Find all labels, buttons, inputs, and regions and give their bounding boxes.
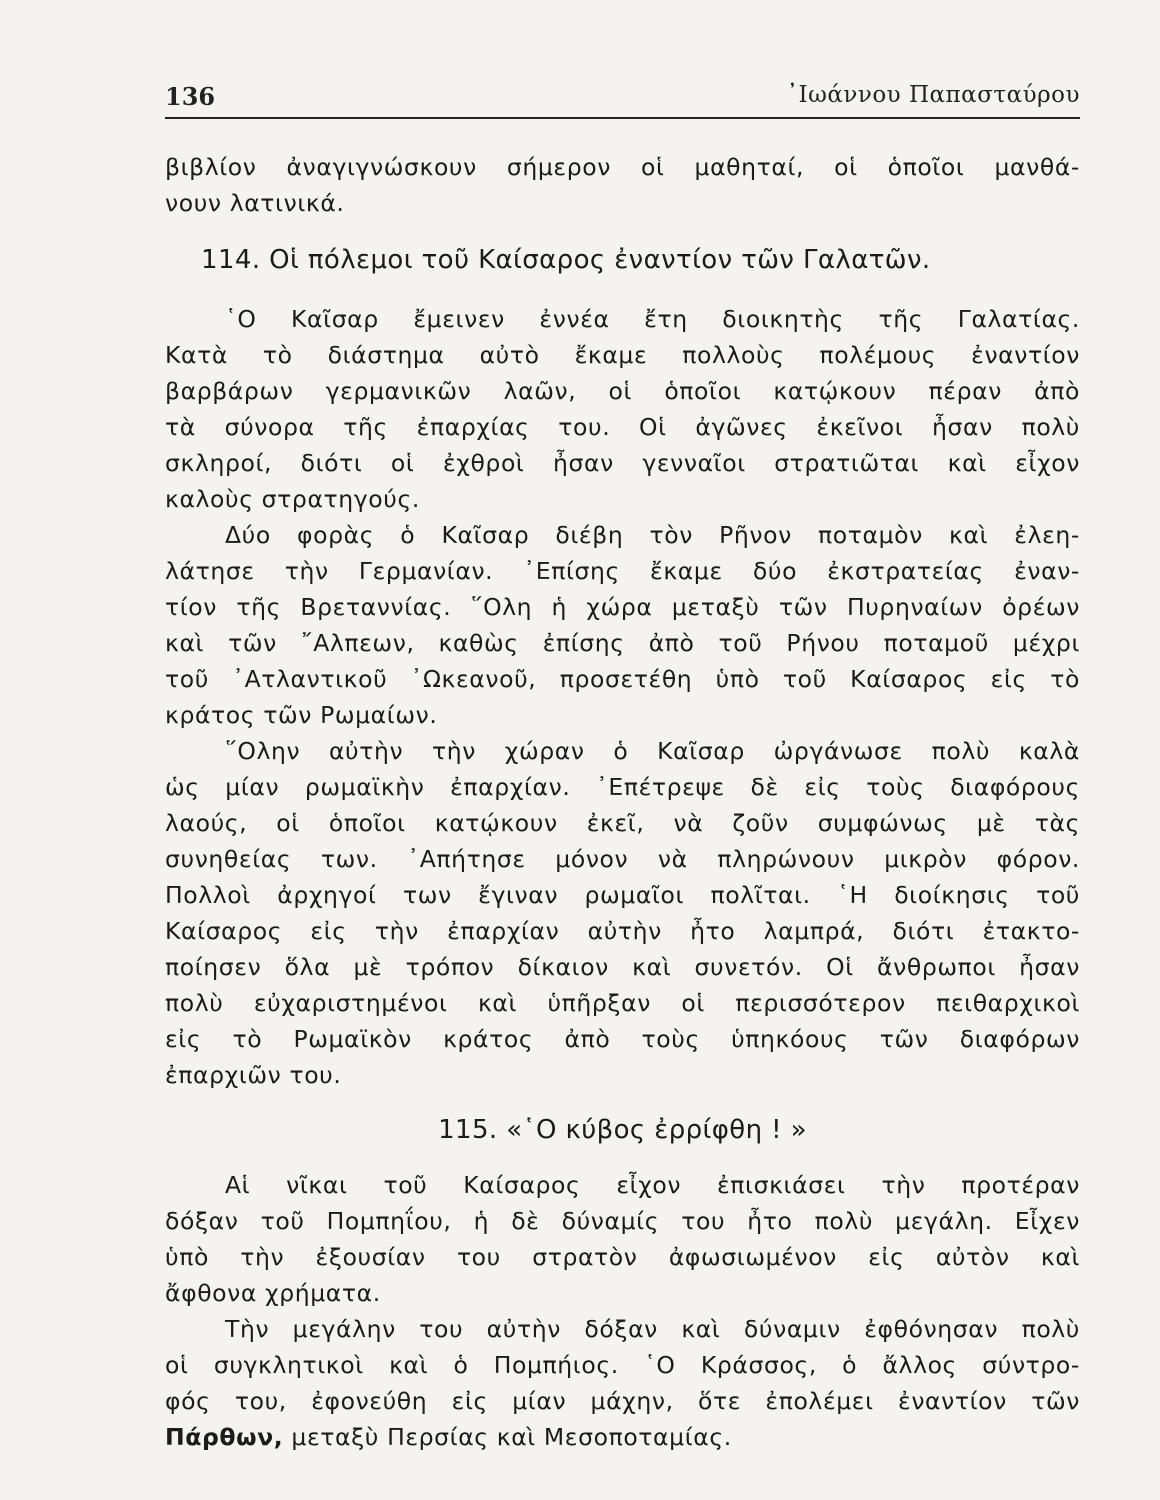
- text-line: βιβλίον ἀναγιγνώσκουν σήμερον οἱ μαθηταί, οἱ ὁποῖοι μανθά-: [165, 153, 1080, 181]
- text-line: βαρβάρων γερμανικῶν λαῶν, οἱ ὁποῖοι κατῴκουν πέραν ἀπὸ: [165, 377, 1080, 405]
- text-line: τὰ σύνορα τῆς ἐπαρχίας του. Οἱ ἀγῶνες ἐκεῖνοι ἦσαν πολὺ: [165, 413, 1080, 441]
- text-line: Καίσαρος εἰς τὴν ἐπαρχίαν αὐτὴν ἦτο λαμπρά, διότι ἐτακτο-: [165, 917, 1080, 945]
- text-line: Δύο φορὰς ὁ Καῖσαρ διέβη τὸν Ρῆνον ποταμὸν καὶ ἐλεη-: [225, 521, 1080, 549]
- text-line: καλοὺς στρατηγούς.: [165, 485, 420, 513]
- line-rest: μεταξὺ Περσίας καὶ Μεσοποταμίας.: [283, 1423, 732, 1451]
- text-line: νουν λατινικά.: [165, 189, 345, 217]
- running-author: ᾿Ιωάννου Παπασταύρου: [786, 82, 1080, 108]
- text-line: ἄφθονα χρήματα.: [165, 1279, 381, 1307]
- text-line: σκληροί, διότι οἱ ἐχθροὶ ἦσαν γενναῖοι στρατιῶται καὶ εἶχον: [165, 449, 1080, 477]
- text-line: ῞Ολην αὐτὴν τὴν χώραν ὁ Καῖσαρ ὠργάνωσε πολὺ καλὰ: [225, 737, 1080, 765]
- text-line: καὶ τῶν ῎Αλπεων, καθὼς ἐπίσης ἀπὸ τοῦ Ρήνου ποταμοῦ μέχρι: [165, 629, 1080, 657]
- text-line: λαούς, οἱ ὁποῖοι κατῴκουν ἐκεῖ, νὰ ζοῦν συμφώνως μὲ τὰς: [165, 809, 1080, 837]
- running-header: [165, 82, 1080, 114]
- text-line: ὡς μίαν ρωμαϊκὴν ἐπαρχίαν. ᾿Επέτρεψε δὲ εἰς τοὺς διαφόρους: [165, 773, 1080, 801]
- text-line: Τὴν μεγάλην του αὐτὴν δόξαν καὶ δύναμιν ἐφθόνησαν πολὺ: [225, 1315, 1080, 1343]
- text-line: τίον τῆς Βρεταννίας. ῞Ολη ἡ χώρα μεταξὺ τῶν Πυρηναίων ὀρέων: [165, 593, 1080, 621]
- text-line: ποίησεν ὅλα μὲ τρόπον δίκαιον καὶ συνετόν. Οἱ ἄνθρωποι ἦσαν: [165, 953, 1080, 981]
- text-line: [165, 1420, 1080, 1454]
- text-line: ῾Ο Καῖσαρ ἔμεινεν ἐννέα ἔτη διοικητὴς τῆς Γαλατίας.: [225, 305, 1080, 333]
- text-line: πολὺ εὐχαριστημένοι καὶ ὑπῆρξαν οἱ περισσότερον πειθαρχικοὶ: [165, 989, 1080, 1017]
- text-line: κράτος τῶν Ρωμαίων.: [165, 701, 438, 729]
- header-rule: [165, 117, 1080, 119]
- text-line: εἰς τὸ Ρωμαϊκὸν κράτος ἀπὸ τοὺς ὑπηκόους τῶν διαφόρων: [165, 1025, 1080, 1053]
- section-heading-115: 115. «῾Ο κύβος ἐρρίφθη ! »: [438, 1115, 807, 1145]
- text-line: λάτησε τὴν Γερμανίαν. ᾿Επίσης ἔκαμε δύο ἐκστρατείας ἐναν-: [165, 557, 1080, 585]
- text-line: συνηθείας των. ᾿Απήτησε μόνον νὰ πληρώνουν μικρὸν φόρον.: [165, 845, 1080, 873]
- bold-word: Πάρθων,: [165, 1423, 284, 1451]
- text-line: δόξαν τοῦ Πομπηΐου, ἡ δὲ δύναμίς του ἦτο πολὺ μεγάλη. Εἶχεν: [165, 1207, 1080, 1235]
- text-line: Κατὰ τὸ διάστημα αὐτὸ ἔκαμε πολλοὺς πολέμους ἐναντίον: [165, 341, 1080, 369]
- text-line: τοῦ ᾿Ατλαντικοῦ ᾿Ωκεανοῦ, προσετέθη ὑπὸ τοῦ Καίσαρος εἰς τὸ: [165, 665, 1080, 693]
- text-line: Πολλοὶ ἀρχηγοί των ἔγιναν ρωμαῖοι πολῖται. ῾Η διοίκησις τοῦ: [165, 881, 1080, 909]
- section-heading-114: 114. Οἱ πόλεμοι τοῦ Καίσαρος ἐναντίον τῶν Γαλατῶν.: [201, 245, 931, 275]
- text-line: Αἱ νῖκαι τοῦ Καίσαρος εἶχον ἐπισκιάσει τὴν προτέραν: [225, 1171, 1080, 1199]
- text-line: οἱ συγκλητικοὶ καὶ ὁ Πομπήιος. ῾Ο Κράσσος, ὁ ἄλλος σύντρο-: [165, 1351, 1080, 1379]
- text-line: ἐπαρχιῶν του.: [165, 1061, 342, 1089]
- text-line: ὑπὸ τὴν ἐξουσίαν του στρατὸν ἀφωσιωμένον εἰς αὐτὸν καὶ: [165, 1243, 1080, 1271]
- text-line: φός του, ἐφονεύθη εἰς μίαν μάχην, ὅτε ἐπολέμει ἐναντίον τῶν: [165, 1387, 1080, 1415]
- page-number: 136: [165, 82, 216, 111]
